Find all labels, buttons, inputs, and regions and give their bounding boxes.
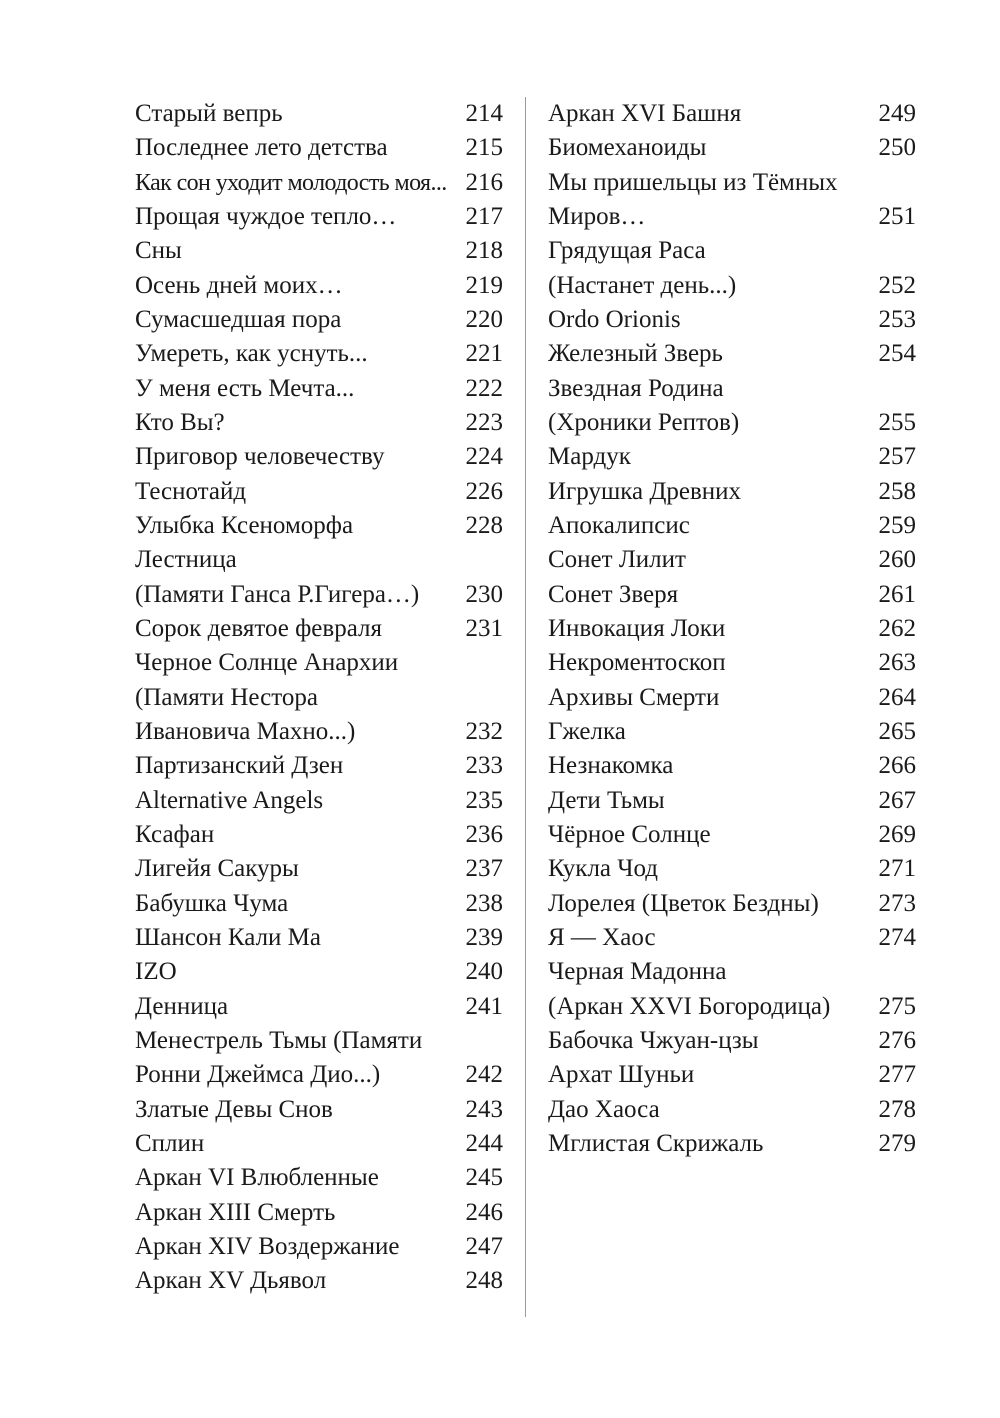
toc-entry-page: 218 xyxy=(465,237,503,265)
toc-entry-page: 260 xyxy=(878,546,916,574)
toc-entry xyxy=(548,131,916,165)
toc-entry xyxy=(548,166,916,200)
toc-entry-title: Сны xyxy=(135,237,182,265)
toc-entry xyxy=(135,1093,503,1127)
toc-entry xyxy=(135,612,503,646)
toc-entry xyxy=(548,784,916,818)
toc-entry-title: Мардук xyxy=(548,443,631,471)
toc-entry-title: Ивановича Махно...) xyxy=(135,717,356,745)
toc-entry-page: 257 xyxy=(878,443,916,471)
toc-entry xyxy=(548,612,916,646)
toc-entry-title: Сонет Лилит xyxy=(548,546,686,574)
toc-entry xyxy=(548,749,916,783)
toc-entry-title: Последнее лето детства xyxy=(135,134,388,162)
toc-entry xyxy=(135,921,503,955)
toc-entry xyxy=(548,337,916,371)
toc-entry xyxy=(548,372,916,406)
toc-entry xyxy=(135,166,503,200)
toc-entry-page: 273 xyxy=(878,889,916,917)
toc-right-column xyxy=(548,97,916,1161)
toc-entry-title: Архат Шуньи xyxy=(548,1061,695,1089)
toc-entry xyxy=(548,509,916,543)
toc-entry-title: Бабушка Чума xyxy=(135,889,289,917)
toc-entry-page: 216 xyxy=(465,168,503,196)
toc-entry-page: 223 xyxy=(465,408,503,436)
toc-entry xyxy=(548,990,916,1024)
toc-entry-page: 241 xyxy=(465,992,503,1020)
toc-entry-page: 247 xyxy=(465,1232,503,1260)
toc-entry xyxy=(135,681,503,715)
toc-entry-page: 238 xyxy=(465,889,503,917)
toc-entry-title: Менестрель Тьмы (Памяти xyxy=(135,1026,423,1054)
toc-entry-page: 219 xyxy=(465,271,503,299)
toc-entry xyxy=(548,1127,916,1161)
toc-entry-page: 245 xyxy=(465,1164,503,1192)
toc-entry-title: Старый вепрь xyxy=(135,100,283,127)
toc-entry-title: Апокалипсис xyxy=(548,511,690,539)
toc-entry xyxy=(548,818,916,852)
toc-entry xyxy=(135,784,503,818)
toc-entry-title: Бабочка Чжуан-цзы xyxy=(548,1026,759,1054)
toc-entry xyxy=(135,440,503,474)
toc-entry-page: 237 xyxy=(465,855,503,883)
column-divider xyxy=(525,97,526,1317)
toc-entry xyxy=(135,818,503,852)
toc-entry-title: Я — Хаос xyxy=(548,923,656,951)
toc-entry-title: Alternative Angels xyxy=(135,786,324,814)
toc-entry-title: Незнакомка xyxy=(548,752,674,780)
toc-entry xyxy=(135,887,503,921)
toc-entry xyxy=(135,1196,503,1230)
toc-entry-title: Ксафан xyxy=(135,820,215,848)
toc-entry-title: Сонет Зверя xyxy=(548,580,679,608)
toc-entry xyxy=(135,234,503,268)
toc-entry xyxy=(135,475,503,509)
toc-entry xyxy=(135,372,503,406)
toc-entry xyxy=(135,1127,503,1161)
toc-entry xyxy=(548,852,916,886)
toc-entry xyxy=(548,921,916,955)
toc-entry-title: Биомеханоиды xyxy=(548,134,707,162)
toc-entry-title: Аркан XV Дьявол xyxy=(135,1267,327,1295)
toc-entry-title: Приговор человечеству xyxy=(135,443,385,471)
toc-entry-title: Гжелка xyxy=(548,717,626,745)
toc-entry-page: 262 xyxy=(878,614,916,642)
toc-entry-title: (Аркан XXVI Богородица) xyxy=(548,992,831,1020)
toc-entry-title: (Памяти Ганса Р.Гигера…) xyxy=(135,580,420,608)
toc-entry-page: 235 xyxy=(465,786,503,814)
toc-entry-page: 258 xyxy=(878,477,916,505)
toc-entry xyxy=(135,646,503,680)
toc-entry-title: Ordo Orionis xyxy=(548,305,681,333)
toc-entry xyxy=(548,955,916,989)
toc-entry xyxy=(135,131,503,165)
toc-entry xyxy=(135,406,503,440)
toc-entry-title: Умереть, как уснуть... xyxy=(135,340,368,368)
toc-entry-page: 259 xyxy=(878,511,916,539)
toc-entry-page: 240 xyxy=(465,958,503,986)
toc-entry-page: 242 xyxy=(465,1061,503,1089)
toc-entry xyxy=(135,1058,503,1092)
toc-entry-title: Черная Мадонна xyxy=(548,958,727,986)
toc-entry-title: Аркан XIII Смерть xyxy=(135,1198,336,1226)
toc-entry-page: 243 xyxy=(465,1095,503,1123)
toc-entry-title: Партизанский Дзен xyxy=(135,752,344,780)
toc-entry xyxy=(548,1058,916,1092)
toc-entry-title: Чёрное Солнце xyxy=(548,820,711,848)
toc-entry-page: 220 xyxy=(465,305,503,333)
toc-entry-title: Аркан XIV Воздержание xyxy=(135,1232,400,1260)
toc-entry-title: Некроментоскоп xyxy=(548,649,726,677)
toc-entry-page: 224 xyxy=(465,443,503,471)
toc-entry xyxy=(548,200,916,234)
toc-entry xyxy=(548,646,916,680)
toc-entry-title: Игрушка Древних xyxy=(548,477,742,505)
toc-entry-page: 248 xyxy=(465,1267,503,1295)
toc-entry-page: 269 xyxy=(878,820,916,848)
toc-entry xyxy=(548,303,916,337)
toc-entry-title: IZO xyxy=(135,958,177,986)
toc-entry xyxy=(548,543,916,577)
toc-entry-title: Миров… xyxy=(548,202,646,230)
toc-entry-page: 250 xyxy=(878,134,916,162)
toc-entry-title: Аркан XVI Башня xyxy=(548,100,742,127)
toc-entry-page: 222 xyxy=(465,374,503,402)
toc-entry-page: 215 xyxy=(465,134,503,162)
toc-entry-title: Черное Солнце Анархии xyxy=(135,649,399,677)
toc-entry xyxy=(548,440,916,474)
toc-entry-page: 261 xyxy=(878,580,916,608)
toc-entry-title: Лорелея (Цветок Бездны) xyxy=(548,889,819,917)
toc-entry xyxy=(135,715,503,749)
toc-entry-title: Инвокация Локи xyxy=(548,614,726,642)
toc-entry xyxy=(135,955,503,989)
toc-entry-title: Лестница xyxy=(135,546,237,574)
toc-entry xyxy=(135,337,503,371)
toc-entry xyxy=(135,1264,503,1298)
toc-entry-page: 279 xyxy=(878,1129,916,1157)
toc-entry-title: Ронни Джеймса Дио...) xyxy=(135,1061,381,1089)
toc-entry-page: 239 xyxy=(465,923,503,951)
toc-entry xyxy=(548,578,916,612)
toc-entry-title: Шансон Кали Ма xyxy=(135,923,322,951)
toc-entry xyxy=(548,97,916,131)
toc-entry-title: Мглистая Скрижаль xyxy=(548,1129,764,1157)
toc-entry-title: (Памяти Нестора xyxy=(135,683,318,711)
toc-entry xyxy=(135,269,503,303)
toc-entry-title: Улыбка Ксеноморфа xyxy=(135,511,354,539)
toc-entry-title: Кукла Чод xyxy=(548,855,659,883)
toc-entry-page: 251 xyxy=(878,202,916,230)
toc-entry-title: Денница xyxy=(135,992,229,1020)
toc-entry-page: 214 xyxy=(465,100,503,127)
toc-left-column xyxy=(135,97,503,1298)
toc-entry-title: Осень дней моих… xyxy=(135,271,343,299)
toc-entry xyxy=(548,234,916,268)
toc-entry-page: 277 xyxy=(878,1061,916,1089)
toc-entry-page: 264 xyxy=(878,683,916,711)
toc-entry xyxy=(135,852,503,886)
toc-entry xyxy=(548,1024,916,1058)
toc-entry-page: 252 xyxy=(878,271,916,299)
toc-entry-page: 263 xyxy=(878,649,916,677)
toc-entry-page: 255 xyxy=(878,408,916,436)
toc-entry-title: У меня есть Мечта... xyxy=(135,374,355,402)
toc-entry-title: Мы пришельцы из Тёмных xyxy=(548,168,838,196)
toc-entry xyxy=(135,543,503,577)
toc-entry-page: 276 xyxy=(878,1026,916,1054)
toc-entry xyxy=(135,1230,503,1264)
toc-entry-page: 231 xyxy=(465,614,503,642)
toc-entry-page: 236 xyxy=(465,820,503,848)
toc-entry xyxy=(135,990,503,1024)
toc-entry-page: 249 xyxy=(878,100,916,127)
toc-entry xyxy=(135,303,503,337)
toc-entry-title: Кто Вы? xyxy=(135,408,225,436)
toc-entry-title: (Настанет день...) xyxy=(548,271,737,299)
toc-entry xyxy=(548,887,916,921)
toc-entry-title: Сплин xyxy=(135,1129,205,1157)
toc-entry-page: 253 xyxy=(878,305,916,333)
toc-entry xyxy=(548,269,916,303)
toc-entry-page: 274 xyxy=(878,923,916,951)
toc-entry-page: 271 xyxy=(878,855,916,883)
toc-entry xyxy=(548,1093,916,1127)
toc-entry-title: Железный Зверь xyxy=(548,340,723,368)
toc-entry xyxy=(548,475,916,509)
toc-entry-title: Грядущая Раса xyxy=(548,237,706,265)
toc-entry-page: 226 xyxy=(465,477,503,505)
toc-entry xyxy=(548,406,916,440)
toc-entry-page: 278 xyxy=(878,1095,916,1123)
toc-entry-page: 221 xyxy=(465,340,503,368)
toc-entry-page: 246 xyxy=(465,1198,503,1226)
toc-entry xyxy=(135,200,503,234)
toc-entry-title: Златые Девы Снов xyxy=(135,1095,333,1123)
toc-entry xyxy=(135,509,503,543)
toc-entry-page: 233 xyxy=(465,752,503,780)
toc-entry-page: 267 xyxy=(878,786,916,814)
toc-entry-title: Архивы Смерти xyxy=(548,683,720,711)
toc-entry-title: Дети Тьмы xyxy=(548,786,665,814)
toc-entry-page: 217 xyxy=(465,202,503,230)
toc-entry-page: 244 xyxy=(465,1129,503,1157)
toc-entry-title: Теснотайд xyxy=(135,477,247,505)
toc-entry xyxy=(548,715,916,749)
toc-entry-title: Сумасшедшая пора xyxy=(135,305,342,333)
toc-entry xyxy=(548,681,916,715)
toc-entry-title: (Хроники Рептов) xyxy=(548,408,740,436)
toc-entry xyxy=(135,749,503,783)
toc-entry-title: Звездная Родина xyxy=(548,374,724,402)
toc-entry-title: Сорок девятое февраля xyxy=(135,614,382,642)
toc-entry-title: Как сон уходит молодость моя... xyxy=(135,169,447,196)
toc-entry-page: 266 xyxy=(878,752,916,780)
toc-entry xyxy=(135,97,503,131)
toc-entry-page: 275 xyxy=(878,992,916,1020)
toc-entry-page: 232 xyxy=(465,717,503,745)
toc-entry-title: Дао Хаоса xyxy=(548,1095,660,1123)
toc-entry-page: 228 xyxy=(465,511,503,539)
toc-entry-page: 254 xyxy=(878,340,916,368)
toc-entry-title: Аркан VI Влюбленные xyxy=(135,1164,379,1192)
toc-entry-page: 265 xyxy=(878,717,916,745)
toc-entry-page: 230 xyxy=(465,580,503,608)
toc-entry-title: Лигейя Сакуры xyxy=(135,855,299,883)
toc-entry xyxy=(135,578,503,612)
toc-entry xyxy=(135,1024,503,1058)
toc-entry xyxy=(135,1161,503,1195)
toc-entry-title: Прощая чуждое тепло… xyxy=(135,202,397,230)
